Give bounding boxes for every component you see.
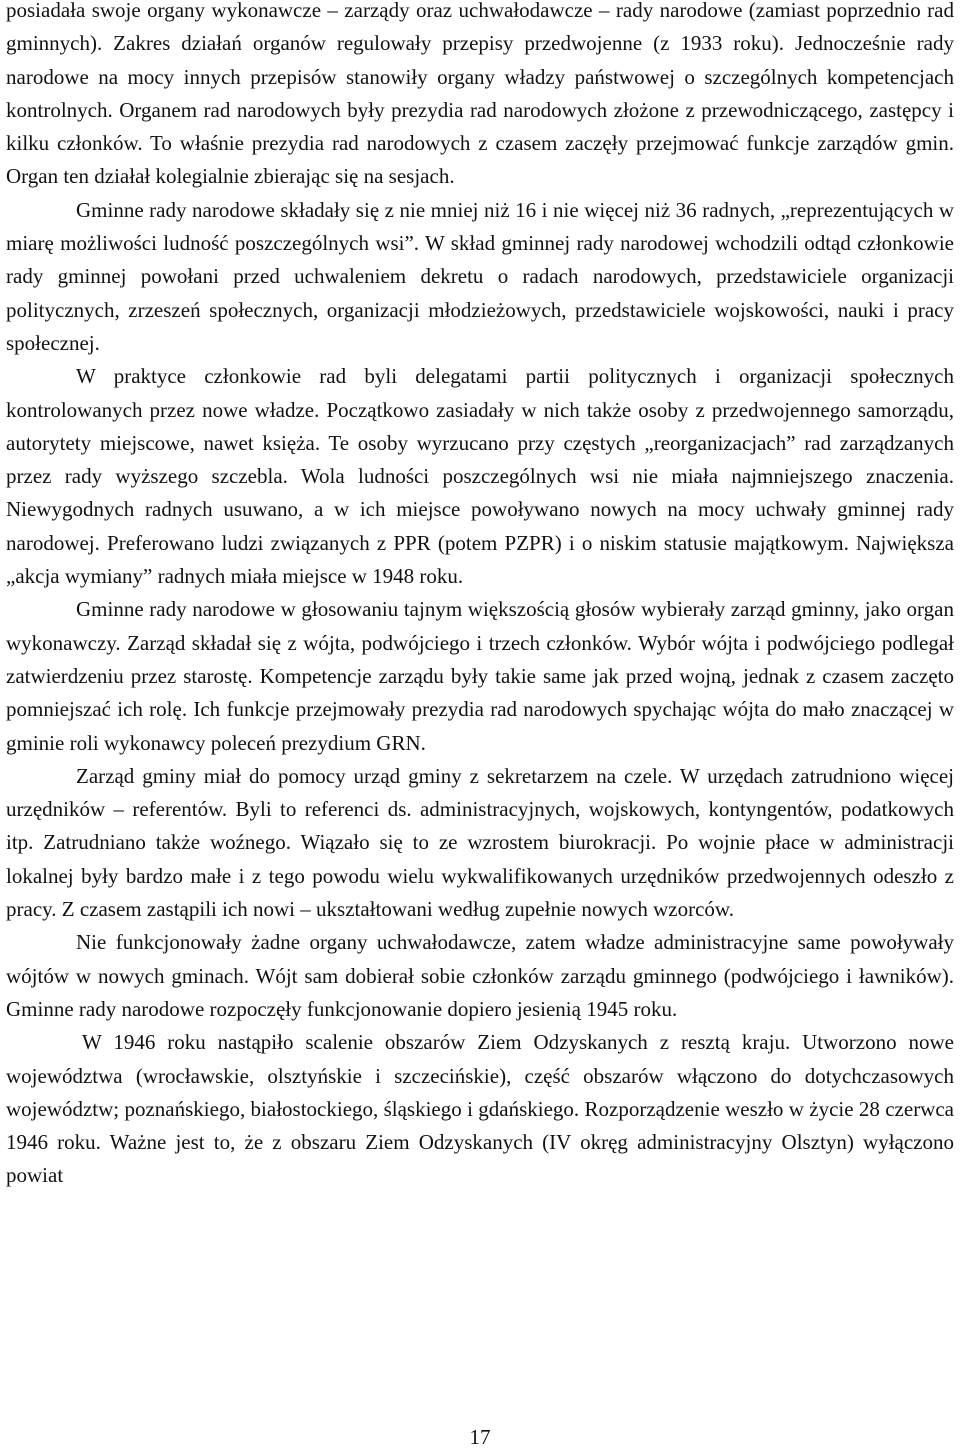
paragraph: Gminne rady narodowe składały się z nie mniej niż 16 i nie więcej niż 36 radnych, „reprezentujących w miarę możliwości ludność poszczególnych wsi”. W skład gminnej rady narodowej wchodzili odtąd członkowie rady gminnej powołani przed uchwaleniem dekretu o radach narodowych, przedstawiciele organizacji politycznych, zrzeszeń społecznych, organizacji młodzieżowych, przedstawiciele wojskowości, nauki i pracy społecznej.: [6, 197, 954, 355]
page-number: 17: [469, 1425, 491, 1449]
body-text: [6, 0, 954, 1193]
paragraph: W 1946 roku nastąpiło scalenie obszarów Ziem Odzyskanych z resztą kraju. Utworzono nowe województwa (wrocławskie, olsztyńskie i szczecińskie), część obszarów włączono do dotychczasowych województw; poznańskiego, białostockiego, śląskiego i gdańskiego. Rozporządzenie weszło w życie 28 czerwca 1946 roku. Ważne jest to, że z obszaru Ziem Odzyskanych (IV okręg administracyjny Olsztyn) wyłączono powiat: [6, 1030, 954, 1188]
paragraph: Nie funkcjonowały żadne organy uchwałodawcze, zatem władze administracyjne same powoływały wójtów w nowych gminach. Wójt sam dobierał sobie członków zarządu gminnego (podwójciego i ławników). Gminne rady narodowe rozpoczęły funkcjonowanie dopiero jesienią 1945 roku.: [6, 930, 954, 1021]
paragraph: Zarząd gminy miał do pomocy urząd gminy z sekretarzem na czele. W urzędach zatrudniono więcej urzędników – referentów. Byli to referenci ds. administracyjnych, wojskowych, kontyngentów, podatkowych itp. Zatrudniano także woźnego. Wiązało się to ze wzrostem biurokracji. Po wojnie płace w administracji lokalnej były bardzo małe i z tego powodu wielu wykwalifikowanych urzędników przedwojennych odeszło z pracy. Z czasem zastąpili ich nowi – ukształtowani według zupełnie nowych wzorców.: [6, 763, 954, 922]
paragraph: posiadała swoje organy wykonawcze – zarządy oraz uchwałodawcze – rady narodowe (zamiast poprzednio rad gminnych). Zakres działań organów regulowały przepisy przedwojenne (z 1933 roku). Jednocześnie rady narodowe na mocy innych przepisów stanowiły organy władzy państwowej o szczególnych kompetencjach kontrolnych. Organem rad narodowych były prezydia rad narodowych złożone z przewodniczącego, zastępcy i kilku członków. To właśnie prezydia rad narodowych z czasem zaczęły przejmować funkcje zarządów gmin. Organ ten działał kolegialnie zbierając się na sesjach.: [6, 0, 954, 189]
paragraph: Gminne rady narodowe w głosowaniu tajnym większością głosów wybierały zarząd gminny, jako organ wykonawczy. Zarząd składał się z wójta, podwójciego i trzech członków. Wybór wójta i podwójciego podlegał zatwierdzeniu przez starostę. Kompetencje zarządu były takie same jak przed wojną, jednak z czasem zaczęto pomniejszać ich rolę. Ich funkcje przejmowały prezydia rad narodowych spychając wójta do mało znaczącej w gminie roli wykonawcy poleceń prezydium GRN.: [6, 597, 954, 755]
paragraph: W praktyce członkowie rad byli delegatami partii politycznych i organizacji społecznych kontrolowanych przez nowe władze. Początkowo zasiadały w nich także osoby z przedwojennego samorządu, autorytety miejscowe, nawet księża. Te osoby wyrzucano przy częstych „reorganizacjach” rad zarządzanych przez rady wyższego szczebla. Wola ludności poszczególnych wsi nie miała najmniejszego znaczenia. Niewygodnych radnych usuwano, a w ich miejsce powoływano nowych na mocy uchwały gminnej rady narodowej. Preferowano ludzi związanych z PPR (potem PZPR) i o niskim statusie majątkowym. Największa „akcja wymiany” radnych miała miejsce w 1948 roku.: [6, 364, 954, 589]
